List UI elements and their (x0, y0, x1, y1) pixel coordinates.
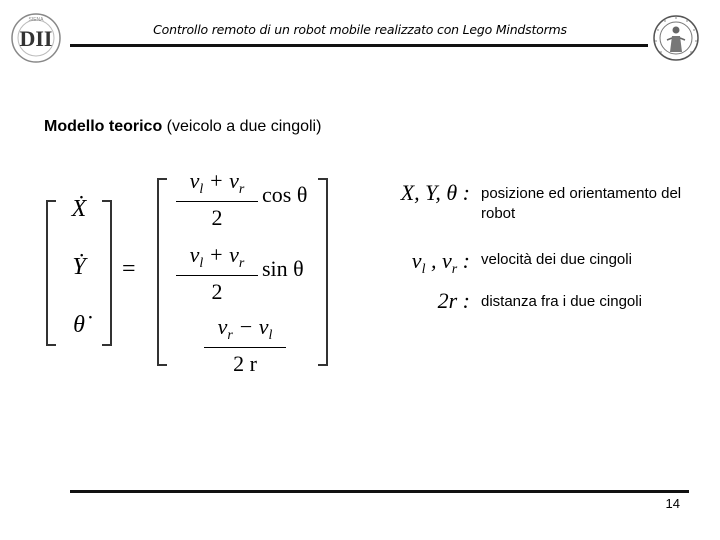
section-title (44, 118, 321, 136)
footer-divider (70, 490, 689, 493)
row1-num-v: v (189, 168, 200, 193)
rhs-row2-fraction (176, 242, 258, 305)
row3-den: 2 r (233, 351, 257, 376)
rhs-row1-fraction (176, 168, 258, 231)
row2-num-sub2: r (238, 256, 245, 271)
row2-den: 2 (211, 279, 223, 304)
row1-fraction-bar (176, 201, 258, 202)
lhs-y-dot: Ẏ (72, 254, 86, 280)
section-title-rest: (veicolo a due cingoli) (162, 118, 322, 135)
lhs-right-bracket (102, 200, 112, 346)
legend-symbol-distance: 2r : (437, 288, 470, 313)
row2-num-sub1: l (199, 256, 204, 271)
page-number: 14 (665, 496, 680, 511)
lhs-left-bracket (46, 200, 56, 346)
row2-func: sin θ (262, 256, 304, 281)
lhs-x-dot: Ẋ (71, 196, 87, 222)
rhs-right-bracket (318, 178, 328, 366)
row2-fraction-bar (176, 275, 258, 276)
row1-num-sub1: l (199, 182, 204, 197)
row3-num-minus: − v (232, 314, 269, 339)
rhs-row3-fraction (204, 314, 286, 377)
row2-num-v: v (189, 242, 200, 267)
legend-symbol-velocity (360, 248, 470, 278)
row2-num-plus: + v (203, 242, 239, 267)
legend-text-distance: distanza fra i due cingoli (481, 293, 642, 310)
equals-sign: = (122, 256, 136, 282)
legend-text-position: posizione ed orientamento del robot (481, 185, 682, 222)
lhs-theta-dot: θ̇ (73, 312, 85, 338)
dii-logo-text: DII (19, 26, 53, 51)
header-title: Controllo remoto di un robot mobile realizzato con Lego Mindstorms (153, 22, 567, 37)
section-title-bold: Modello teorico (44, 118, 163, 135)
header-divider (70, 44, 648, 47)
legend-velocity-v: v (411, 248, 422, 273)
legend-symbol-position: X, Y, θ : (400, 180, 470, 205)
row1-func: cos θ (262, 182, 308, 207)
row3-num-sub2: l (268, 328, 273, 343)
row1-num-plus: + v (203, 168, 239, 193)
row3-num-sub1: r (227, 328, 233, 343)
legend-velocity-colon: : (457, 248, 470, 273)
legend-velocity-sub2: r (451, 262, 458, 277)
university-seal-logo (652, 14, 700, 62)
dii-logo (10, 12, 62, 64)
dii-logo-ring-text: SIENA (28, 17, 44, 23)
row1-den: 2 (211, 205, 223, 230)
legend-velocity-mid: , v (425, 248, 452, 273)
row3-fraction-bar (204, 347, 286, 348)
row3-num-v: v (217, 314, 228, 339)
row1-num-sub2: r (238, 182, 245, 197)
legend-velocity-sub1: l (421, 262, 426, 277)
rhs-left-bracket (157, 178, 167, 366)
legend-text-velocity: velocità dei due cingoli (481, 251, 632, 268)
